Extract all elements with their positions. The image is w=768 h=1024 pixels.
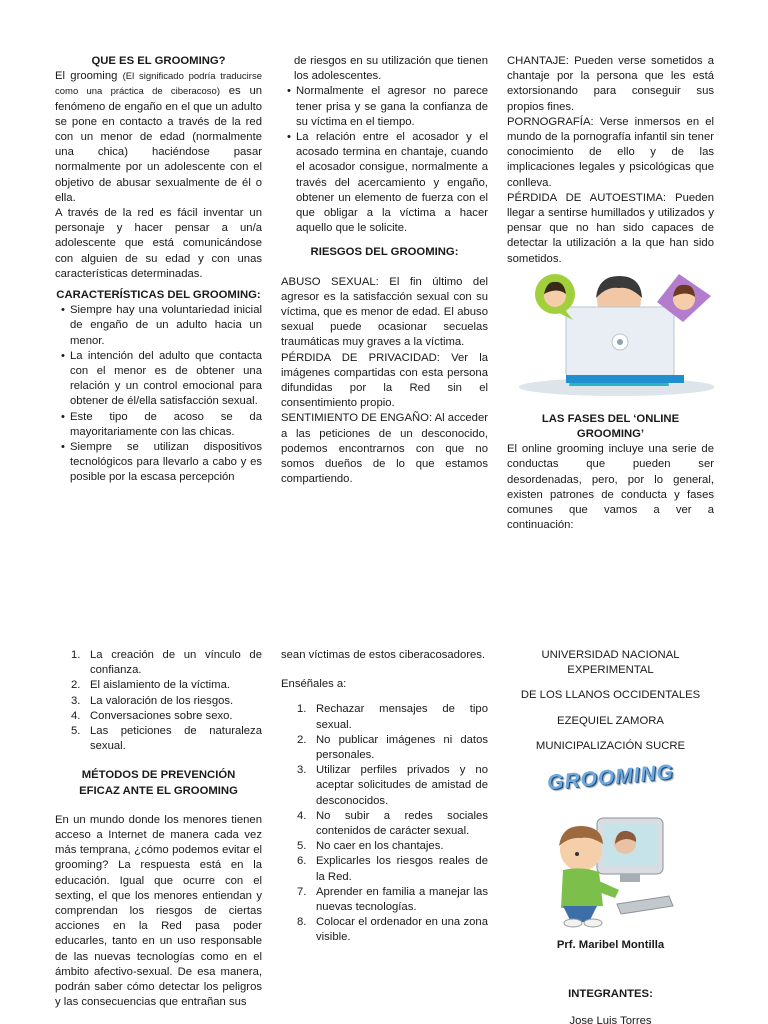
list-item: 4. Conversaciones sobre sexo. [71,709,233,722]
professor-name: Prf. Maribel Montilla [556,939,665,952]
university-namesake: EZEQUIEL ZAMORA [557,714,664,727]
list-item: 3. Utilizar perfiles privados y no aceptar solicitudes de amistad de desconocidos. [297,764,488,807]
column-1 [55,54,262,544]
risk-pornography: PORNOGRAFÍA: Verse inmersos en el mundo de la pornografía infantil sin tener conocimiento de ello y de las implicaciones legales y psicológicas que conlleva. [507,115,714,189]
continuation-text: sean víctimas de estos ciberacosadores. [281,649,486,661]
column-5 [281,648,488,1024]
heading-what-is-grooming: QUE ES EL GROOMING? [91,55,226,67]
phases-intro: El online grooming incluye una serie de conductas que pueden ser desordenadas, pero, por lo general, existen patrones de conducta y fases comunes que vamos a ver a continuación: [507,443,714,532]
column-6-cover [507,648,714,1024]
list-item: 1. Rechazar mensajes de tipo sexual. [297,703,488,731]
members-heading: INTEGRANTES: [568,988,653,1001]
heading-risks: RIESGOS DEL GROOMING: [310,246,459,259]
prevention-paragraph: En un mundo donde los menores tienen acceso a Internet de manera cada vez más temprana, ¿cómo podemos evitar el grooming? La respuesta está en la educación. Igual que ocurre con el sexting, el que los menores entiendan y comprendan los riesgos de ciertas acciones en la Red pasa poder educarles, tanto en un uso responsable de las nuevas tecnologías como en el ámbito afectivo-sexual. De esa manera, podrán saber cómo detectar los peligros y las consecuencias que entrañan sus [55,813,262,1009]
phases-list [55,648,262,754]
characteristics-list [55,303,262,485]
child-at-computer-image [507,810,714,928]
logo-text: GROOMING [546,760,675,795]
grooming-illustration [507,274,714,402]
risk-deception: SENTIMIENTO DE ENGAÑO: Al acceder a las peticiones de un desconocido, podemos encontrarnos con que no somos dueños de lo que estamos compartiendo. [281,412,488,486]
list-item: 1. La creación de un vínculo de confianza. [71,649,262,677]
list-item: 6. Explicarles los riesgos reales de la Red. [297,855,488,883]
list-item: 3. La valoración de los riesgos. [71,694,234,707]
laptop-people-illustration [507,274,714,402]
member-name: Jose Luis Torres [569,1015,652,1024]
child-computer-illustration [507,810,714,928]
list-item: 2. El aislamiento de la víctima. [71,679,231,692]
list-item: 7. Aprender en familia a manejar las nuevas tecnologías. [297,885,488,914]
teach-them-label: Enséñales a: [281,678,347,691]
continuation-text: de riesgos en su utilización que tienen los adolescentes. [294,55,488,83]
definition-paragraph: El grooming (El significado podría traducirse como una práctica de ciberacoso) es un fenómeno de engaño en el que un adulto se pone en contacto a través de la red con un menor de edad (normalmente una chica) haciéndose pasar normalmente por un adolescente con el objetivo de abusar sexualmente de él o ella. [55,70,262,204]
list-item: • La intención del adulto que contacta con el menor es de obtener una relación y un control emocional para obtener de él/ella satisfacción sexual. [55,349,262,410]
risk-blackmail: CHANTAJE: Pueden verse sometidos a chantaje por la persona que les está extorsionando para conseguir sus propios fines. [507,55,714,113]
heading-prevention: MÉTODOS DE PREVENCIÓN EFICAZ ANTE EL GROOMING [79,769,238,797]
grooming-logo [507,760,714,798]
risk-sexual-abuse: ABUSO SEXUAL: El fin último del agresor es la satisfacción sexual con su víctima, que es menor de edad. El abuso sexual puede ocasionar secuelas traumáticas muy graves a la víctima. [281,275,488,349]
municipality: MUNICIPALIZACIÓN SUCRE [535,739,686,752]
university-name: UNIVERSIDAD NACIONAL EXPERIMENTAL [541,649,680,677]
university-region: DE LOS LLANOS OCCIDENTALES [520,689,701,702]
list-item: • Este tipo de acoso se da mayoritariamente con las chicas. [55,410,262,440]
list-item: 5. No caer en los chantajes. [297,840,444,853]
list-item: • Siempre se utilizan dispositivos tecnológicos para llevarlo a cabo y es posible por la escasa percepción [55,440,262,486]
list-item: 5. Las peticiones de naturaleza sexual. [71,725,262,753]
risk-self-esteem: PÉRDIDA DE AUTOESTIMA: Pueden llegar a sentirse humillados y utilizados y pensar que no han sido capaces de detectar la utilización a la que han sido sometidos. [507,191,714,265]
column-2 [281,54,488,544]
prevention-list [281,702,488,945]
list-item: • La relación entre el acosador y el acosado termina en chantaje, cuando el acosador consigue, normalmente a través del acercamiento y engaño, obtener un elemento de fuerza con el que obligar a la víctima a hacer aquello que le solicite. [281,130,488,236]
list-item: • Normalmente el agresor no parece tener prisa y se gana la confianza de su víctima en el tiempo. [281,84,488,130]
paragraph-2: A través de la red es fácil inventar un personaje y hacer pensar a un/a adolescente que está comunicándose con alguien de su edad y con unas características determinadas. [55,207,262,280]
heading-characteristics: CARACTERÍSTICAS DEL GROOMING: [56,289,261,302]
risk-privacy: PÉRDIDA DE PRIVACIDAD: Ver la imágenes compartidas con esta persona difundidas por la Red sin el consentimiento propio. [281,351,488,410]
heading-phases: LAS FASES DEL ‘ONLINE GROOMING’ [541,412,680,441]
list-item: • Siempre hay una voluntariedad inicial de engaño de un adulto hacia un menor. [55,303,262,349]
list-item: 4. No subir a redes sociales contenidos de carácter sexual. [297,809,488,838]
column-3 [507,54,714,544]
column-4 [55,648,262,1024]
characteristics-list-continued [281,84,488,236]
list-item: 2. No publicar imágenes ni datos personales. [297,733,488,762]
list-item: 8. Colocar el ordenador en una zona visible. [297,916,488,944]
